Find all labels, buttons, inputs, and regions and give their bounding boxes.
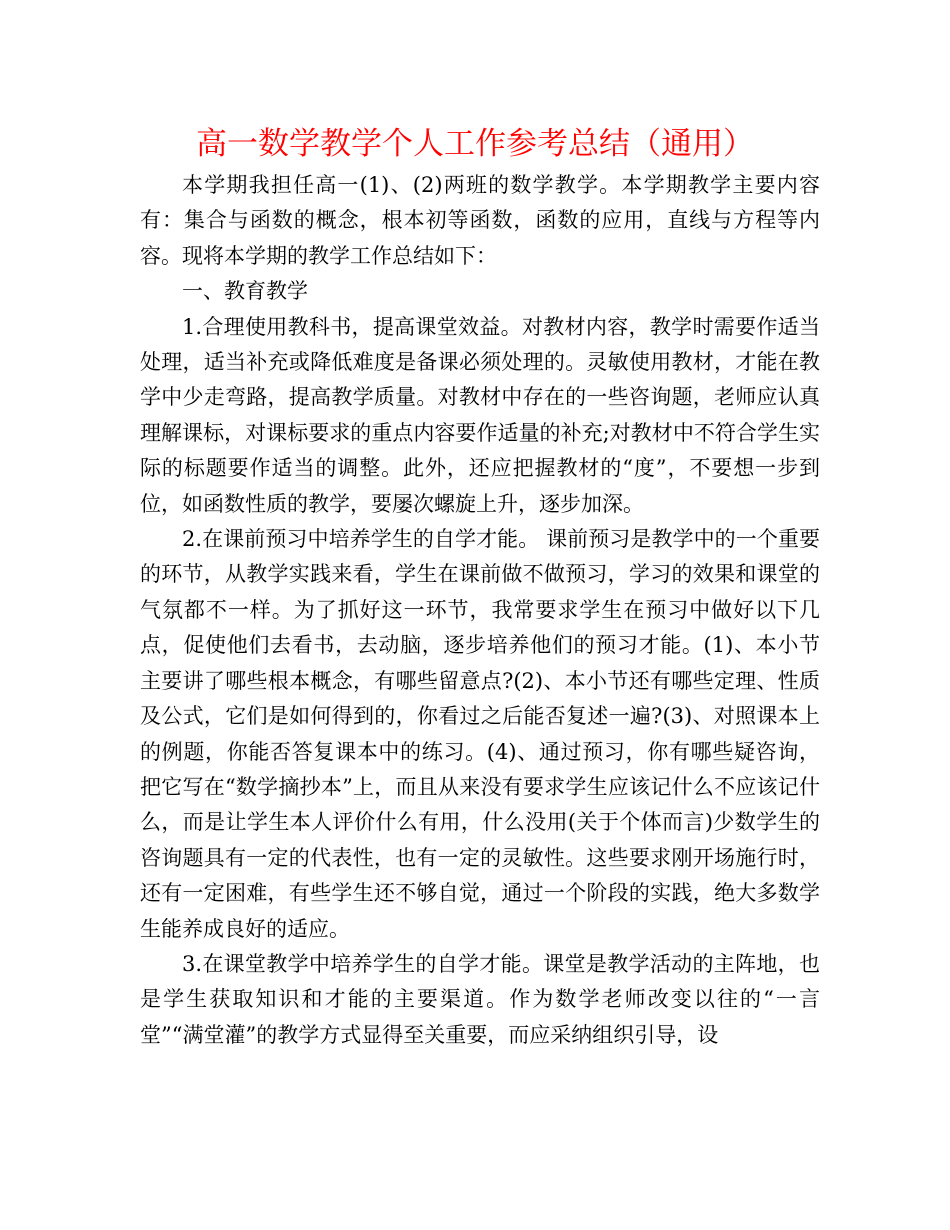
body-paragraph-2: 2.在课前预习中培养学生的自学才能。 课前预习是教学中的一个重要的环节，从教学实践来看，学生在课前做不做预习，学习的效果和课堂的气氛都不一样。为了抓好这一环节，我常要求学生在预习中做好以下几点，促使他们去看书，去动脑，逐步培养他们的预习才能。(1)、本小节主要讲了哪些根本概念，有哪些留意点?(2)、本小节还有哪些定理、性质及公式，它们是如何得到的，你看过之后能否复述一遍?(3)、对照课本上的例题，你能否答复课本中的练习。(4)、通过预习，你有哪些疑咨询，把它写在“数学摘抄本”上，而且从来没有要求学生应该记什么不应该记什么，而是让学生本人评价什么有用，什么没用(关于个体而言)少数学生的咨询题具有一定的代表性，也有一定的灵敏性。这些要求刚开场施行时，还有一定困难，有些学生还不够自觉，通过一个阶段的实践，绝大多数学生能养成良好的适应。 xyxy=(140,527,820,941)
document-title: 高一数学教学个人工作参考总结（通用） xyxy=(196,126,754,162)
body-paragraph-3: 3.在课堂教学中培养学生的自学才能。课堂是教学活动的主阵地，也是学生获取知识和才能的主要渠道。作为数学老师改变以往的“一言堂”“满堂灌”的教学方式显得至关重要，而应采纳组织引导，设 xyxy=(140,951,820,1047)
document-body xyxy=(140,168,820,1053)
intro-paragraph: 本学期我担任高一(1)、(2)两班的数学教学。本学期教学主要内容有：集合与函数的概念，根本初等函数，函数的应用，直线与方程等内容。现将本学期的教学工作总结如下： xyxy=(140,173,820,268)
body-paragraph-1: 1.合理使用教科书，提高课堂效益。对教材内容，教学时需要作适当处理，适当补充或降低难度是备课必须处理的。灵敏使用教材，才能在教学中少走弯路，提高教学质量。对教材中存在的一些咨询题，老师应认真理解课标，对课标要求的重点内容要作适量的补充;对教材中不符合学生实际的标题要作适当的调整。此外，还应把握教材的“度”，不要想一步到位，如函数性质的教学，要屡次螺旋上升，逐步加深。 xyxy=(140,314,820,516)
section-heading: 一、教育教学 xyxy=(182,279,308,304)
